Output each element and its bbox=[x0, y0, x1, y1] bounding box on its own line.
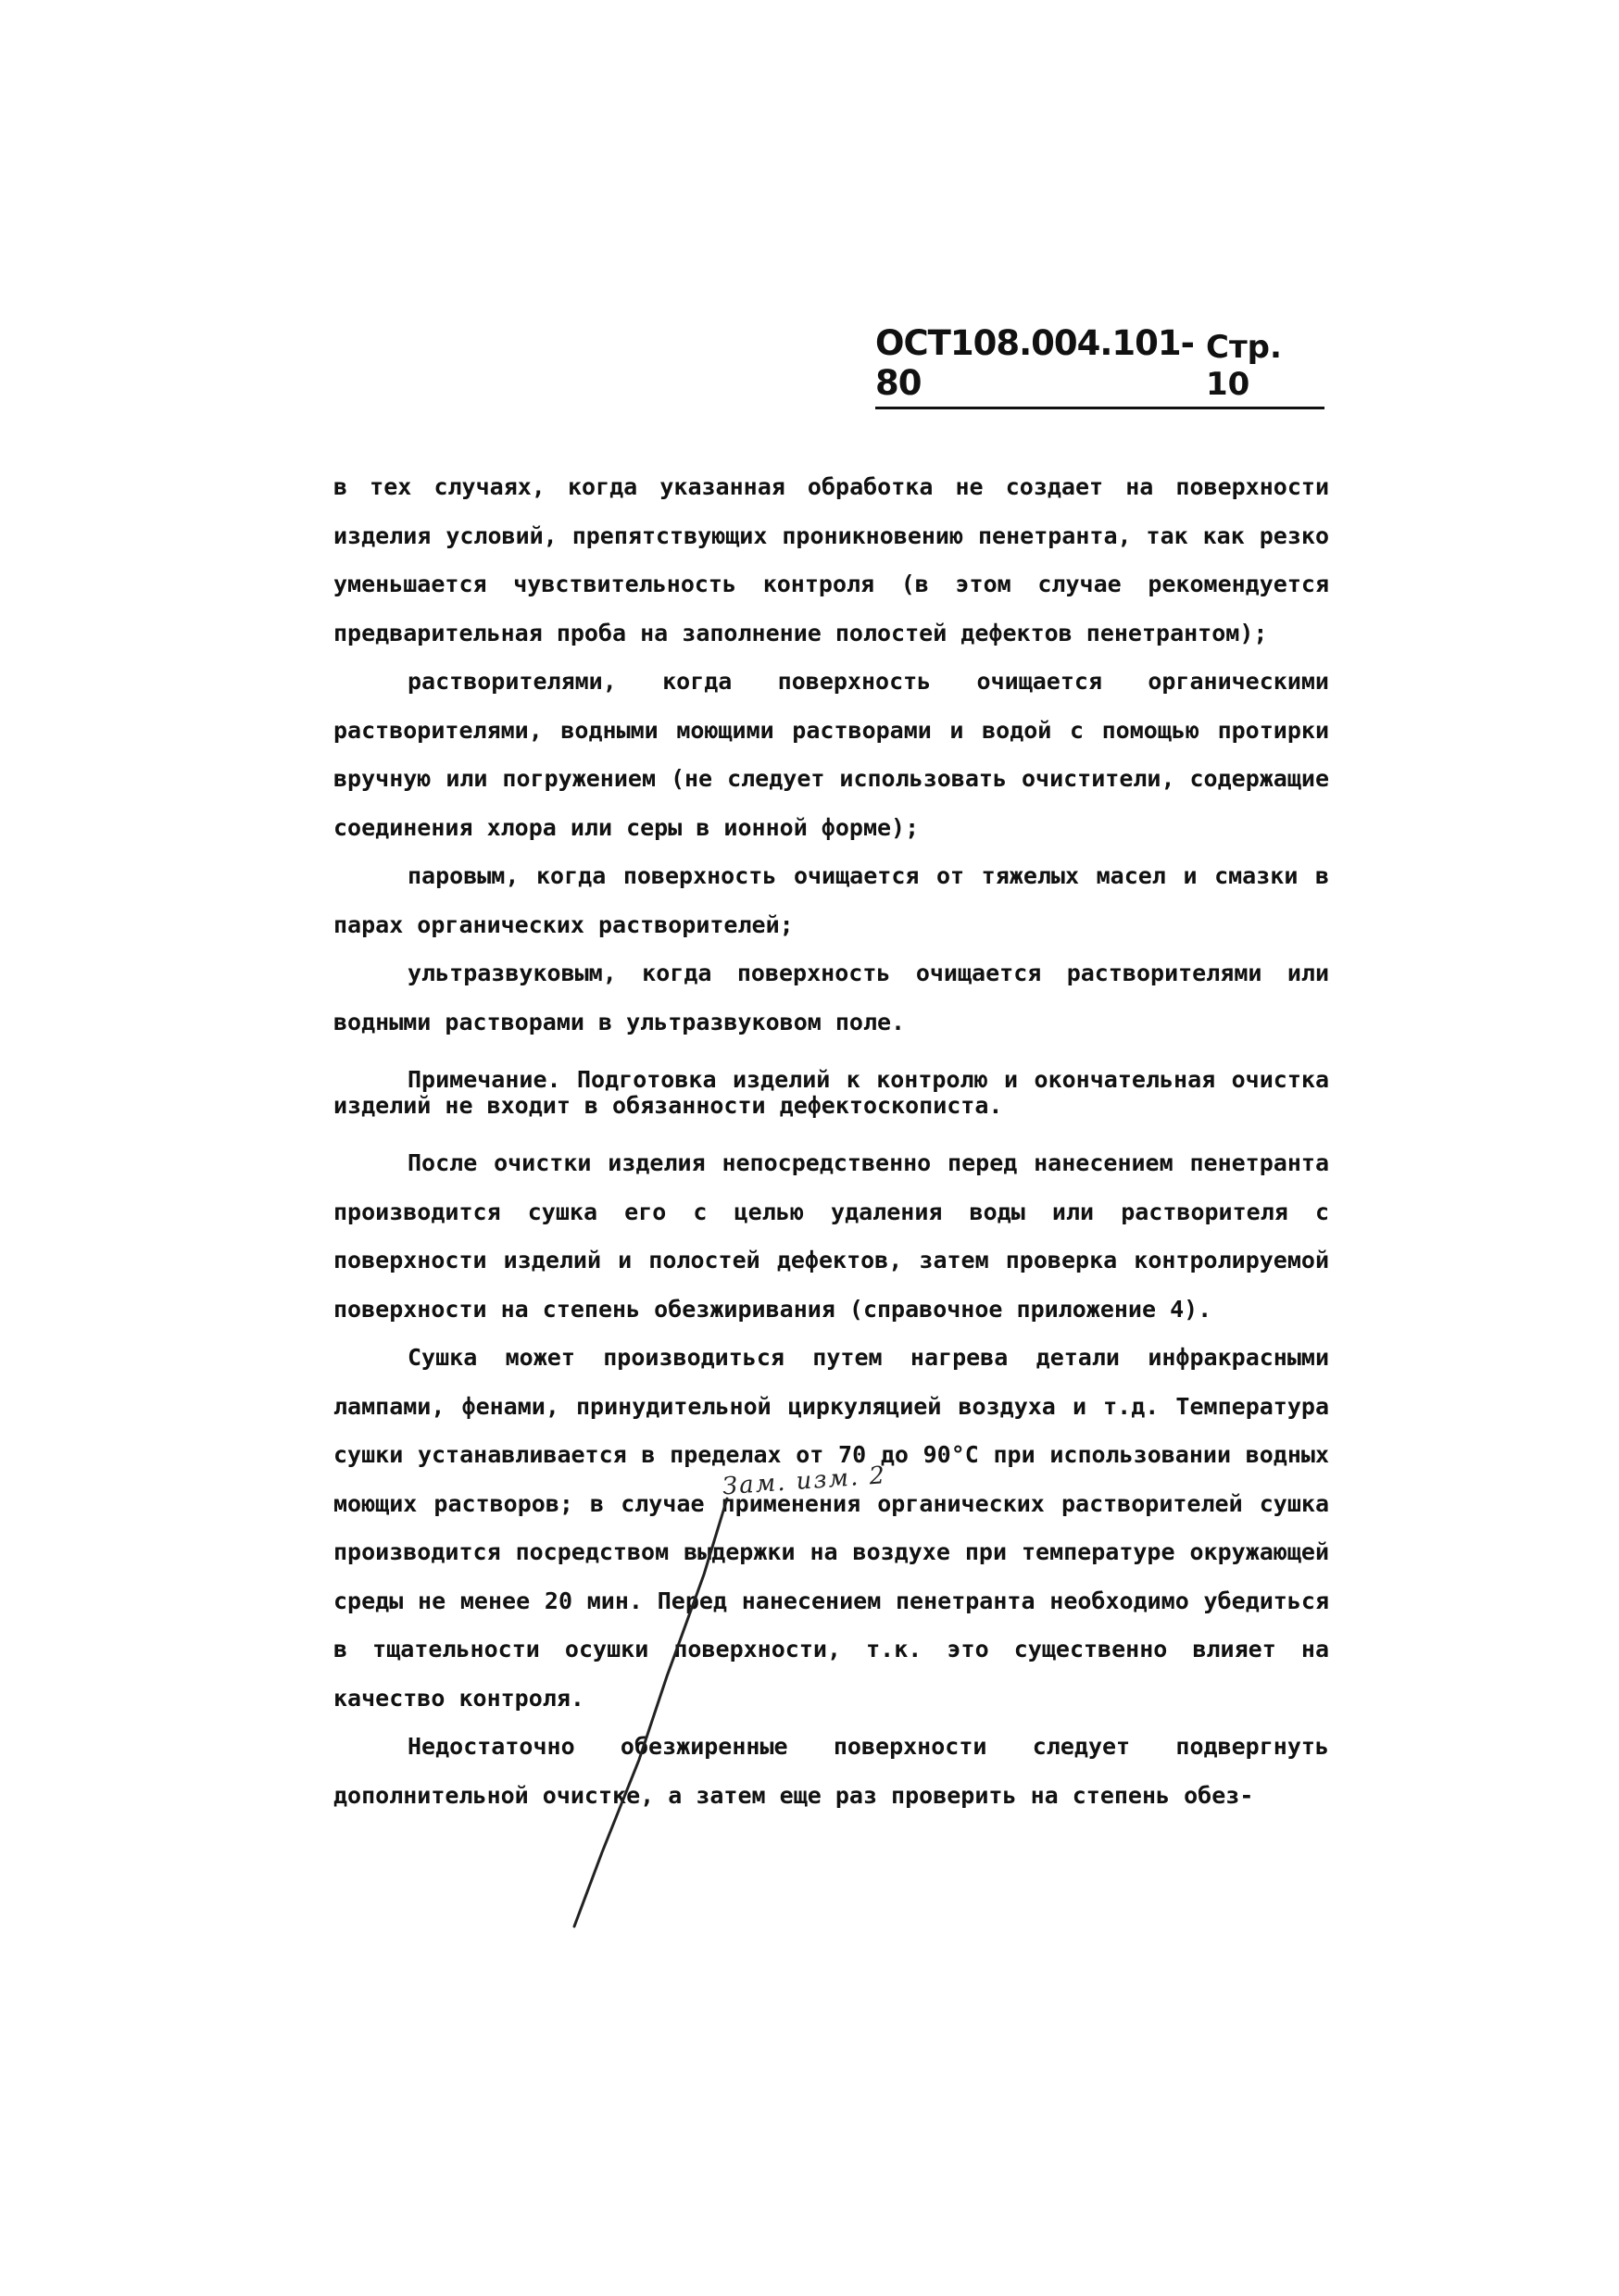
note-paragraph: Примечание. Подготовка изделий к контролю и окончательная очистка изделий не входит в обязанности дефектоскописта. bbox=[333, 1066, 1329, 1119]
paragraph-4: ультразвуковым, когда поверхность очищается растворителями или водными растворами в ультразвуковом поле. bbox=[333, 960, 1329, 1035]
document-code: ОСТ108.004.101-80 bbox=[875, 323, 1195, 403]
document-body bbox=[333, 463, 1329, 1820]
page-number: Стр. 10 bbox=[1206, 329, 1282, 403]
page-header bbox=[875, 323, 1324, 409]
paragraph-2: растворителями, когда поверхность очищается органическими растворителями, водными моющими растворами и водой с помощью протирки вручную или погружением (не следует использовать очистители, содержащие соединения хлора или серы в ионной форме); bbox=[333, 668, 1329, 841]
paragraph-6: Сушка может производиться путем нагрева детали инфракрасными лампами, фенами, принудительной циркуляцией воздуха и т.д. Температура сушки устанавливается в пределах от 70 до 90°С при использовании водных моющих растворов; в случае применения органических растворителей сушка производится посредством выдержки на воздухе при температуре окружающей среды не менее 20 мин. Перед нанесением пенетранта необходимо убедиться в тщательности осушки поверхности, т.к. это существенно влияет на качество контроля. bbox=[333, 1344, 1329, 1712]
paragraph-3: паровым, когда поверхность очищается от тяжелых масел и смазки в парах органических растворителей; bbox=[333, 862, 1329, 938]
paragraph-5: После очистки изделия непосредственно перед нанесением пенетранта производится сушка его с целью удаления воды или растворителя с поверхности изделий и полостей дефектов, затем проверка контролируемой поверхности на степень обезжиривания (справочное приложение 4). bbox=[333, 1149, 1329, 1323]
paragraph-7: Недостаточно обезжиренные поверхности следует подвергнуть дополнительной очистке, а затем еще раз проверить на степень обез- bbox=[333, 1733, 1329, 1809]
paragraph-1: в тех случаях, когда указанная обработка не создает на поверхности изделия условий, препятствующих проникновению пенетранта, так как резко уменьшается чувствительность контроля (в этом случае рекомендуется предварительная проба на заполнение полостей дефектов пенетрантом); bbox=[333, 473, 1329, 646]
handwritten-annotation: Зам. изм. 2 bbox=[721, 1462, 887, 1501]
